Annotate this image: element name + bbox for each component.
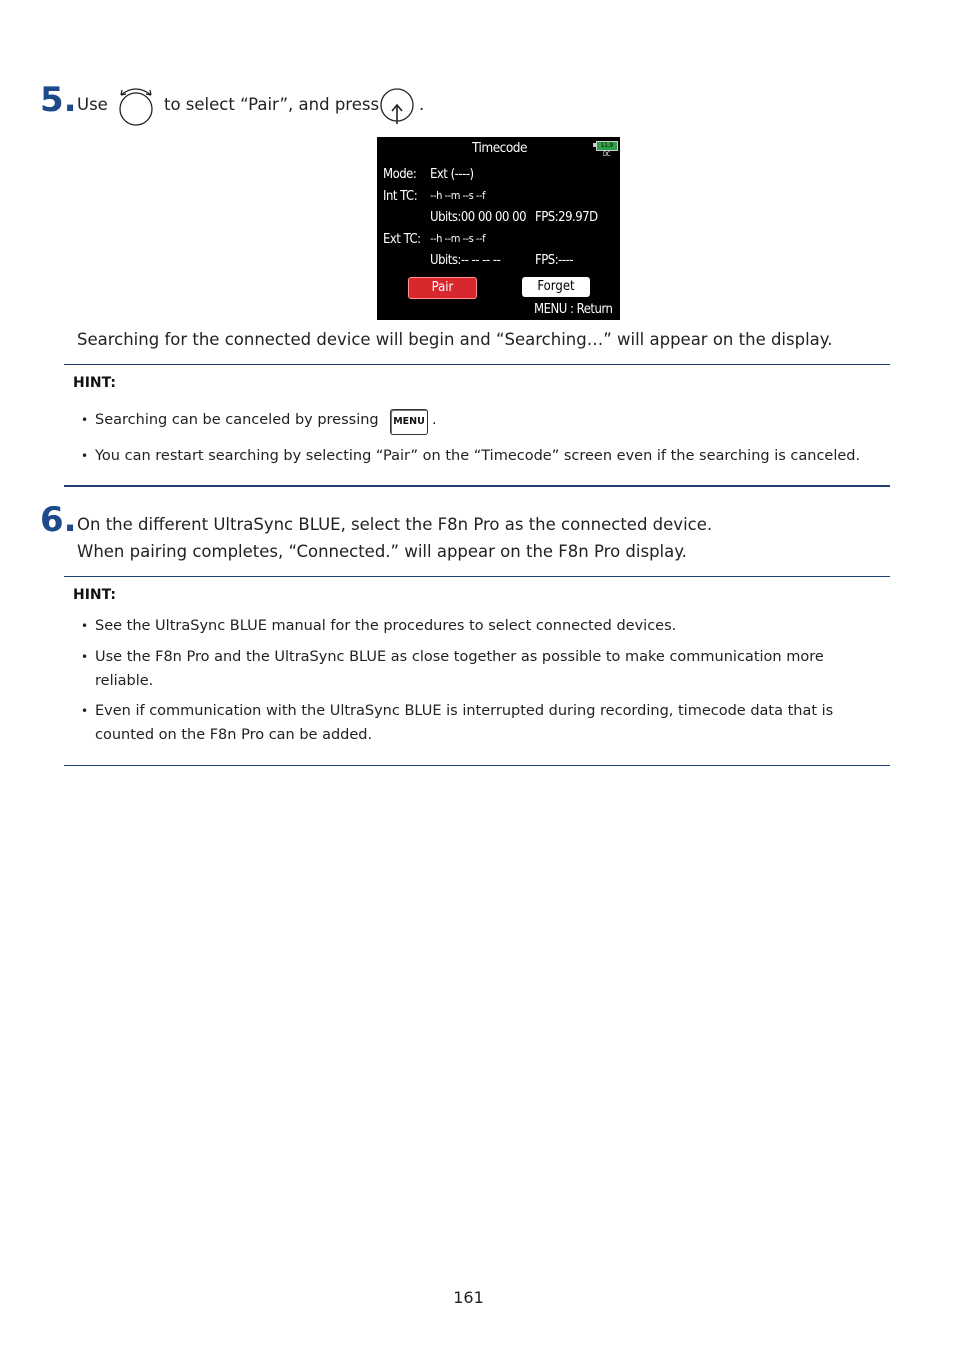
hint1-bullet-2-text: You can restart searching by selecting “Pair” on the “Timecode” screen even if the searching is canceled. <box>95 448 861 464</box>
pair-button[interactable]: Pair <box>408 277 477 299</box>
step6-line-2: When pairing completes, “Connected.” will appear on the F8n Pro display. <box>77 542 687 561</box>
int-tc-label: Int TC: <box>383 189 418 204</box>
hint2-bullet-3: • Even if communication with the UltraSync BLUE is interrupted during recording, timecode data that is counted on the F8n Pro can be added. <box>81 703 834 743</box>
hint1-bottom-rule <box>64 485 890 487</box>
step5-text-middle: to select “Pair”, and press <box>164 95 380 114</box>
step-number-6: 6. <box>40 500 77 540</box>
step5-text-use: Use <box>77 95 108 114</box>
battery-icon: 11.9 <box>596 141 618 151</box>
hint1-bullet-2: • You can restart searching by selecting “Pair” on the “Timecode” screen even if the searching is canceled. <box>81 448 861 464</box>
mode-label: Mode: <box>383 167 417 182</box>
hint1-bullet-1-text: Searching can be canceled by pressing <box>95 412 379 428</box>
ext-tc-value: --h --m --s --f <box>430 232 486 245</box>
int-ubits: Ubits:00 00 00 00 <box>430 210 527 225</box>
hint1-title: HINT: <box>73 375 117 391</box>
ext-ubits: Ubits:-- -- -- -- <box>430 253 501 268</box>
ext-fps: FPS:---- <box>535 253 574 268</box>
hint2-bullet-2: • Use the F8n Pro and the UltraSync BLUE as close together as possible to make communication more reliable. <box>81 649 824 689</box>
rotate-dial-icon <box>115 84 157 128</box>
step5-after-text: Searching for the connected device will begin and “Searching…” will appear on the display. <box>77 330 833 349</box>
timecode-screen <box>377 137 620 320</box>
page-number: 161 <box>453 1288 484 1307</box>
step-number-5: 5. <box>40 80 77 120</box>
press-dial-icon <box>378 86 416 128</box>
menu-key-icon: MENU <box>390 409 428 435</box>
int-fps: FPS:29.97D <box>535 210 598 225</box>
hint2-bullet-3-text: Even if communication with the UltraSync BLUE is interrupted during recording, timecode data that is counted on the F8n Pro can be added. <box>95 703 834 743</box>
screen-title: Timecode <box>472 140 527 156</box>
dc-label: DC <box>603 151 610 158</box>
ext-tc-label: Ext TC: <box>383 232 421 247</box>
hint2-bullet-2-text: Use the F8n Pro and the UltraSync BLUE as close together as possible to make communication more reliable. <box>95 649 824 689</box>
mode-value: Ext (----) <box>430 167 474 182</box>
int-tc-value: --h --m --s --f <box>430 189 486 202</box>
hint1-top-rule <box>64 364 890 365</box>
hint2-title: HINT: <box>73 587 117 603</box>
hint1-bullet-1: • Searching can be canceled by pressing <box>81 412 379 428</box>
hint2-bullet-1-text: See the UltraSync BLUE manual for the procedures to select connected devices. <box>95 618 677 634</box>
hint2-top-rule <box>64 576 890 577</box>
step6-line-1: On the different UltraSync BLUE, select the F8n Pro as the connected device. <box>77 515 713 534</box>
step5-text-end: . <box>419 95 425 114</box>
hint1-bullet-1-end: . <box>432 412 437 428</box>
menu-return-label: MENU : Return <box>534 302 613 317</box>
hint2-bullet-1: • See the UltraSync BLUE manual for the procedures to select connected devices. <box>81 618 677 634</box>
hint2-bottom-rule <box>64 765 890 766</box>
forget-button[interactable]: Forget <box>522 277 590 297</box>
